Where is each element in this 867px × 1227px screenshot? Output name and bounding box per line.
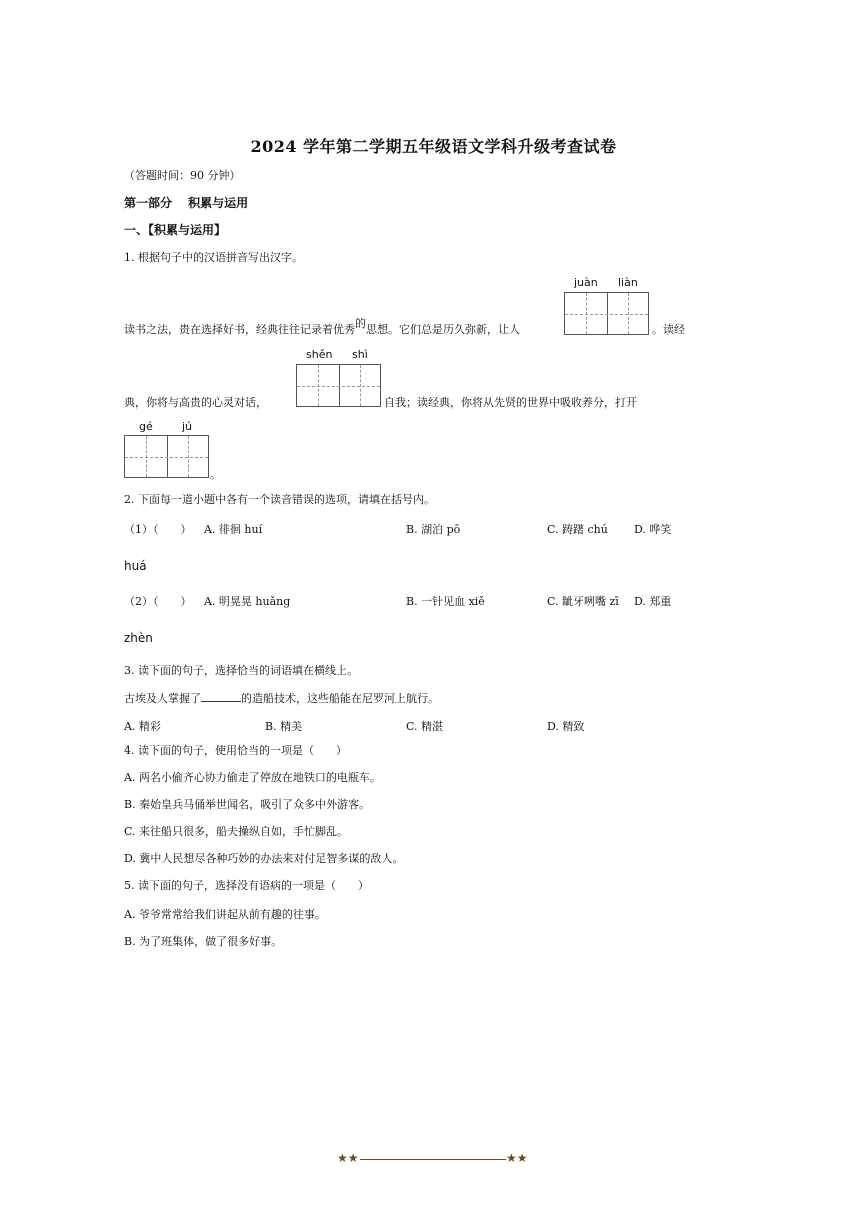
pinyin-shen: shěn <box>306 348 333 361</box>
q1-text: 自我；读经典，你将从先贤的世界中吸收养分，打开 <box>384 396 637 409</box>
option-text: A. 明晃晃 huǎng <box>204 595 291 608</box>
q3-text: 古埃及人掌握了 <box>124 692 201 705</box>
pinyin-juan: juàn <box>574 276 598 289</box>
pinyin-lian: liàn <box>618 276 638 289</box>
answer-grid-juanlian[interactable] <box>564 292 649 335</box>
q3-option-c[interactable]: C. 精湛 <box>406 720 444 733</box>
pinyin-shi: shì <box>352 348 368 361</box>
q1-text: 典，你将与高贵的心灵对话， <box>124 396 267 409</box>
option-text: D. 郑重 <box>634 595 672 608</box>
q1-text: 读书之法，贵在选择好书，经典往往记录着优秀 <box>124 323 355 336</box>
option-text: B. 湖泊 pō <box>406 523 461 536</box>
question-4-prompt: 4. 读下面的句子，使用恰当的一项是（ ） <box>124 744 347 757</box>
pinyin-ju: jú <box>182 420 193 433</box>
q2-1-option-b[interactable] <box>406 521 460 537</box>
q3-text: 的造船技术，这些船能在尼罗河上航行。 <box>241 692 439 705</box>
q2-2-option-b[interactable] <box>406 593 485 609</box>
q2-2-option-c[interactable] <box>547 593 619 609</box>
footer-stars-right: ★★ <box>506 1151 528 1165</box>
q3-sentence <box>124 690 439 706</box>
part-heading: 第一部分 积累与运用 <box>124 196 249 210</box>
q2-1-option-d-pinyin: huá <box>124 559 147 573</box>
q1-text: 。 <box>210 468 221 481</box>
q2-2-option-d-pinyin: zhèn <box>124 631 153 645</box>
option-text: B. 一针见血 xiě <box>406 595 485 608</box>
section-heading: 一、【积累与运用】 <box>124 223 227 237</box>
q2-2-option-a[interactable] <box>204 593 290 609</box>
q4-option-b[interactable]: B. 秦始皇兵马俑举世闻名，吸引了众多中外游客。 <box>124 798 371 811</box>
q3-option-b[interactable]: B. 精美 <box>265 720 303 733</box>
page-title: 2024 学年第二学期五年级语文学科升级考查试卷 <box>250 137 617 156</box>
footer-stars-left: ★★ <box>337 1151 359 1165</box>
question-1-prompt: 1. 根据句子中的汉语拼音写出汉字。 <box>124 251 303 264</box>
q2-1-option-d[interactable] <box>634 521 671 537</box>
q3-option-d[interactable]: D. 精致 <box>547 720 585 733</box>
q2-2-option-d[interactable] <box>634 593 671 609</box>
q1-line-1 <box>124 317 520 337</box>
q1-text: 思想。它们总是历久弥新，让人 <box>366 323 520 336</box>
option-text: C. 踌躇 chú <box>547 523 608 536</box>
q4-option-d[interactable]: D. 冀中人民想尽各种巧妙的办法来对付足智多谋的敌人。 <box>124 852 404 865</box>
question-2-prompt: 2. 下面每一道小题中各有一个读音错误的选项，请填在括号内。 <box>124 493 435 506</box>
q4-option-a[interactable]: A. 两名小偷齐心协力偷走了停放在地铁口的电瓶车。 <box>124 771 381 784</box>
q2-2-number: （2）（ ） <box>124 595 192 608</box>
q2-1-number: （1）（ ） <box>124 523 192 536</box>
option-text: D. 哗笑 <box>634 523 672 536</box>
time-note: （答题时间：90 分钟） <box>124 169 241 182</box>
footer-divider <box>360 1159 506 1160</box>
answer-grid-shenshi[interactable] <box>296 364 381 407</box>
q5-option-b[interactable]: B. 为了班集体，做了很多好事。 <box>124 935 283 948</box>
pinyin-ge: gé <box>139 420 153 433</box>
option-text: C. 龇牙咧嘴 zī <box>547 595 619 608</box>
question-3-prompt: 3. 读下面的句子，选择恰当的词语填在横线上。 <box>124 664 358 677</box>
fill-blank[interactable] <box>201 700 241 702</box>
question-5-prompt: 5. 读下面的句子，选择没有语病的一项是（ ） <box>124 879 369 892</box>
q2-1-option-a[interactable] <box>204 521 262 537</box>
q3-option-a[interactable]: A. 精彩 <box>124 720 161 733</box>
q2-1-option-c[interactable] <box>547 521 608 537</box>
q1-de: 的 <box>355 317 366 330</box>
q1-text: 。读经 <box>652 323 685 336</box>
q5-option-a[interactable]: A. 爷爷常常给我们讲起从前有趣的往事。 <box>124 908 326 921</box>
option-text: A. 徘徊 huí <box>204 523 263 536</box>
answer-grid-geju[interactable] <box>124 435 209 478</box>
q4-option-c[interactable]: C. 来往船只很多，船夫操纵自如，手忙脚乱。 <box>124 825 349 838</box>
